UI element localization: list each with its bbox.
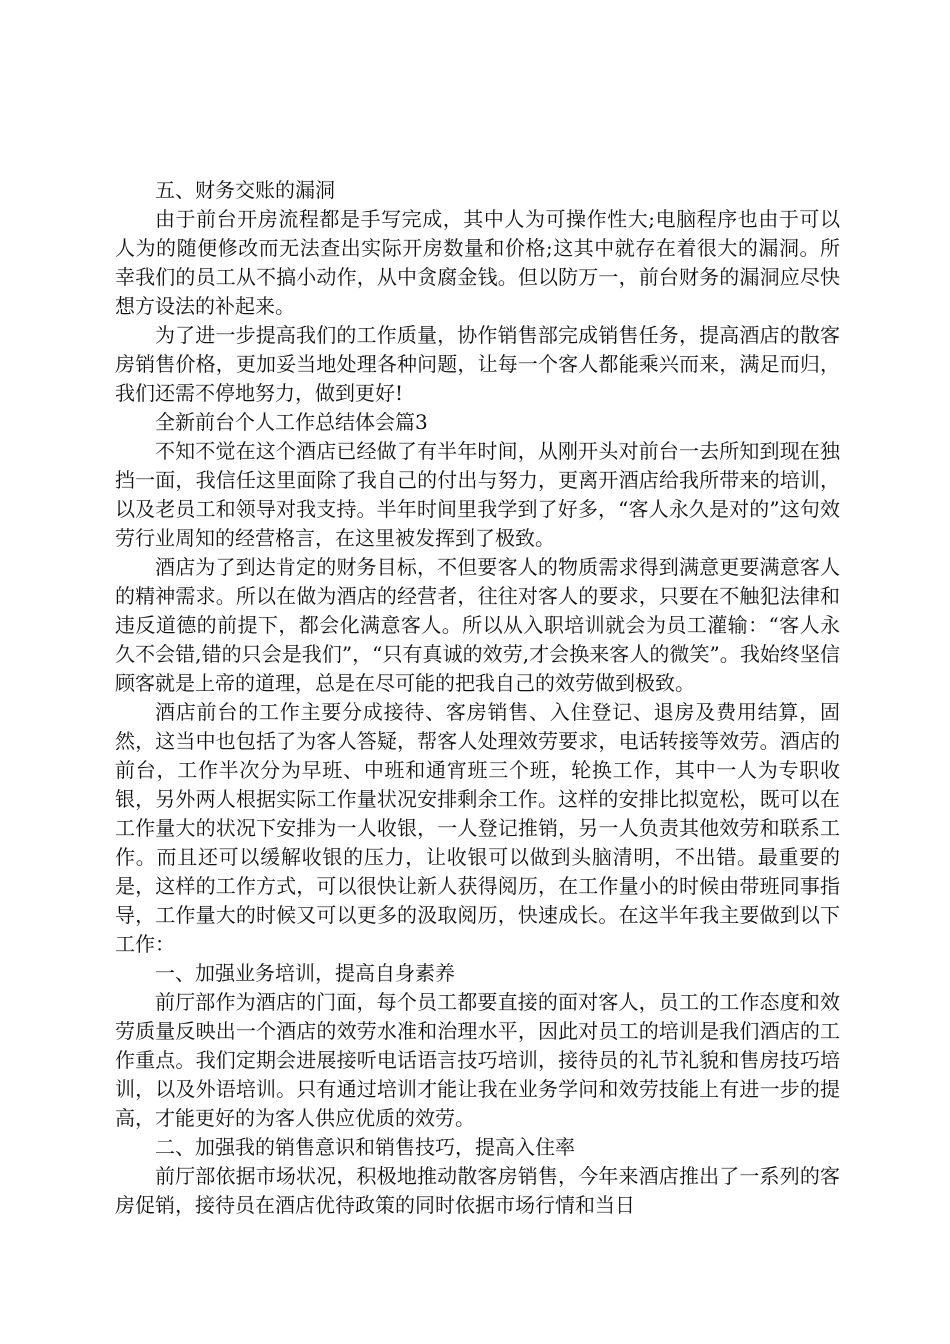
paragraph: 由于前台开房流程都是手写完成，其中人为可操作性大;电脑程序也由于可以人为的随便修改而无法查出实际开房数量和价格;这其中就存在着很大的漏洞。所幸我们的员工从不搞小动作，从中贪腐金钱。但以防万一，前台财务的漏洞应尽快想方设法的补起来。 <box>115 207 840 318</box>
section-heading-training: 一、加强业务培训，提高自身素养 <box>155 961 455 985</box>
section-heading-article-3: 全新前台个人工作总结体会篇3 <box>155 410 428 434</box>
paragraph: 为了进一步提高我们的工作质量，协作销售部完成销售任务，提高酒店的散客房销售价格，更加妥当地处理各种问题，让每一个客人都能乘兴而来，满足而归，我们还需不停地努力，做到更好! <box>115 323 840 405</box>
paragraph: 前厅部依据市场状况，积极地推动散客房销售，今年来酒店推出了一系列的客房促销，接待员在酒店优待政策的同时依据市场行情和当日 <box>115 1164 840 1217</box>
paragraph: 酒店为了到达肯定的财务目标，不但要客人的物质需求得到满意更要满意客人的精神需求。所以在做为酒店的经营者，往往对客人的要求，只要在不触犯法律和违反道德的前提下，都会化满意客人。所以从入职培训就会为员工灌输：“客人永久不会错,错的只会是我们”，“只有真诚的效劳,才会换来客人的微笑”。我始终坚信顾客就是上帝的道理，总是在尽可能的把我自己的效劳做到极致。 <box>115 555 840 695</box>
paragraph: 不知不觉在这个酒店已经做了有半年时间，从刚开头对前台一去所知到现在独挡一面，我信任这里面除了我自己的付出与努力，更离开酒店给我所带来的培训，以及老员工和领导对我支持。半年时间里我学到了好多，“客人永久是对的”这句效劳行业周知的经营格言，在这里被发挥到了极致。 <box>115 439 840 550</box>
section-heading-sales: 二、加强我的销售意识和销售技巧，提高入住率 <box>155 1135 575 1159</box>
paragraph: 酒店前台的工作主要分成接待、客房销售、入住登记、退房及费用结算，固然，这当中也包括了为客人答疑，帮客人处理效劳要求，电话转接等效劳。酒店的前台，工作半次分为早班、中班和通宵班三个班，轮换工作，其中一人为专职收银，另外两人根据实际工作量状况安排剩余工作。这样的安排比拟宽松，既可以在工作量大的状况下安排为一人收银，一人登记推销，另一人负责其他效劳和联系工作。而且还可以缓解收银的压力，让收银可以做到头脑清明，不出错。最重要的是，这样的工作方式，可以很快让新人获得阅历，在工作量小的时候由带班同事指导，工作量大的时候又可以更多的汲取阅历，快速成长。在这半年我主要做到以下工作： <box>115 700 840 956</box>
document-body <box>115 176 840 1220</box>
section-heading-financial: 五、财务交账的漏洞 <box>155 178 335 202</box>
paragraph: 前厅部作为酒店的门面，每个员工都要直接的面对客人，员工的工作态度和效劳质量反映出一个酒店的效劳水准和治理水平，因此对员工的培训是我们酒店的工作重点。我们定期会进展接听电话语言技巧培训，接待员的礼节礼貌和售房技巧培训，以及外语培训。只有通过培训才能让我在业务学问和效劳技能上有进一步的提高，才能更好的为客人供应优质的效劳。 <box>115 990 840 1130</box>
